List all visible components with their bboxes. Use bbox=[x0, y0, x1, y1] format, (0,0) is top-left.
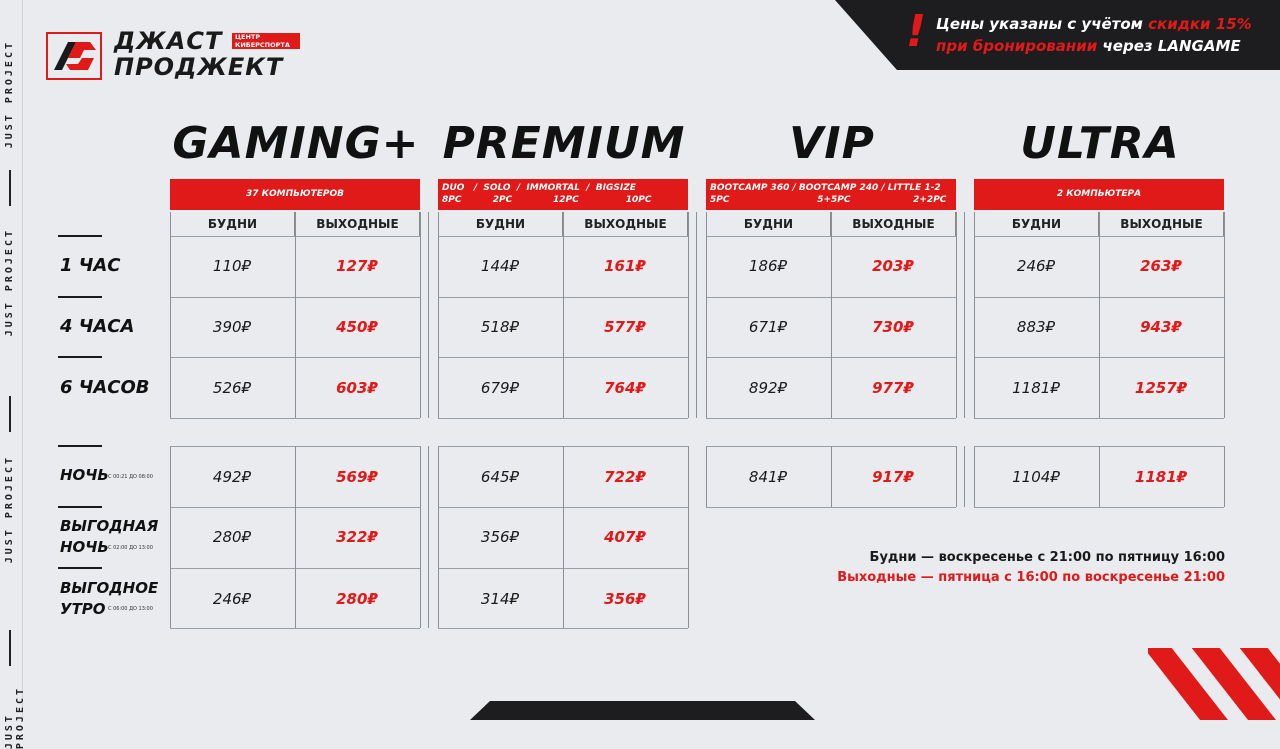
band-vip-counts: 5PC 5+5PC 2+2PC bbox=[710, 195, 947, 205]
grid-line bbox=[706, 418, 956, 419]
price-weekend: 977₽ bbox=[872, 379, 914, 397]
grid-line bbox=[438, 628, 688, 629]
grid-line bbox=[420, 446, 421, 628]
column-band-premium bbox=[438, 179, 688, 210]
price-weekday: 280₽ bbox=[212, 528, 252, 546]
price-weekday: 892₽ bbox=[748, 379, 788, 397]
price-weekend: 161₽ bbox=[604, 257, 646, 275]
row-label-6h: 6 ЧАСОВ bbox=[60, 377, 150, 398]
decor-footer-bar bbox=[470, 701, 815, 720]
price-weekend: 322₽ bbox=[336, 528, 378, 546]
side-divider bbox=[9, 170, 11, 206]
price-weekday: 1181₽ bbox=[1012, 379, 1060, 397]
price-weekday: 526₽ bbox=[212, 379, 252, 397]
price-weekend: 722₽ bbox=[604, 468, 646, 486]
price-weekday: 110₽ bbox=[212, 257, 252, 275]
price-weekend: 127₽ bbox=[336, 257, 378, 275]
grid-line bbox=[420, 212, 421, 418]
subheader-weekday: БУДНИ bbox=[170, 212, 295, 236]
subheader-weekday: БУДНИ bbox=[974, 212, 1099, 236]
price-weekend: 407₽ bbox=[604, 528, 646, 546]
exclamation-icon: ! bbox=[906, 6, 927, 57]
column-title-gaming: GAMING+ bbox=[172, 118, 420, 169]
price-weekday: 671₽ bbox=[748, 318, 788, 336]
grid-line bbox=[964, 446, 965, 507]
subheader-weekend: ВЫХОДНЫЕ bbox=[1099, 212, 1224, 236]
row-marker bbox=[58, 296, 102, 298]
grid-line bbox=[1224, 212, 1225, 418]
grid-line bbox=[706, 507, 956, 508]
logo-title-line1: ДЖАСТ bbox=[114, 27, 223, 55]
subheader-weekend: ВЫХОДНЫЕ bbox=[831, 212, 956, 236]
row-label-line: ВЫГОДНОЕ bbox=[60, 579, 159, 597]
side-label: JUST PROJECT bbox=[4, 40, 15, 149]
side-strip bbox=[0, 0, 26, 749]
price-weekend: 450₽ bbox=[336, 318, 378, 336]
price-weekend: 764₽ bbox=[604, 379, 646, 397]
column-title-premium: PREMIUM bbox=[442, 118, 686, 169]
grid-line bbox=[688, 212, 689, 418]
row-marker bbox=[58, 506, 102, 508]
price-weekday: 1104₽ bbox=[1012, 468, 1060, 486]
price-weekday: 144₽ bbox=[480, 257, 520, 275]
side-divider bbox=[9, 396, 11, 432]
price-weekend: 569₽ bbox=[336, 468, 378, 486]
grid-line bbox=[428, 446, 429, 628]
price-weekend: 1181₽ bbox=[1134, 468, 1188, 486]
legend-weekend: Выходные — пятница с 16:00 по воскресенье 21:00 bbox=[837, 570, 1225, 585]
grid-line bbox=[438, 418, 688, 419]
band-vip-zones: BOOTCAMP 360 / BOOTCAMP 240 / LITTLE 1-2 bbox=[710, 183, 941, 193]
price-weekend: 356₽ bbox=[604, 590, 646, 608]
price-weekday: 679₽ bbox=[480, 379, 520, 397]
price-weekday: 645₽ bbox=[480, 468, 520, 486]
discount-notice bbox=[835, 0, 1280, 70]
row-time-good-night: С 02:00 ДО 13:00 bbox=[108, 545, 153, 551]
notice-line-1: Цены указаны с учётом скидки 15% bbox=[936, 15, 1252, 33]
grid-line bbox=[964, 212, 965, 418]
grid-line bbox=[1224, 446, 1225, 507]
row-marker bbox=[58, 356, 102, 358]
side-label: JUST PROJECT bbox=[4, 228, 15, 337]
logo-badge: ЦЕНТР КИБЕРСПОРТА bbox=[232, 33, 300, 49]
row-label-good-morning bbox=[60, 578, 158, 620]
grid-line bbox=[688, 446, 689, 628]
side-label: JUST PROJECT bbox=[4, 455, 15, 564]
price-weekday: 883₽ bbox=[1016, 318, 1056, 336]
price-weekend: 1257₽ bbox=[1134, 379, 1188, 397]
price-weekend: 917₽ bbox=[872, 468, 914, 486]
column-title-vip: VIP bbox=[789, 118, 875, 169]
subheader-weekend: ВЫХОДНЫЕ bbox=[563, 212, 688, 236]
side-label: JUST PROJECT bbox=[4, 685, 26, 749]
price-weekend: 203₽ bbox=[872, 257, 914, 275]
price-weekday: 186₽ bbox=[748, 257, 788, 275]
logo-icon bbox=[46, 32, 102, 80]
row-marker bbox=[58, 445, 102, 447]
row-label-4h: 4 ЧАСА bbox=[60, 316, 135, 337]
price-weekday: 390₽ bbox=[212, 318, 252, 336]
grid-line bbox=[696, 212, 697, 418]
price-weekend: 280₽ bbox=[336, 590, 378, 608]
grid-line bbox=[428, 212, 429, 418]
row-time-good-morning: С 06:00 ДО 13:00 bbox=[108, 606, 153, 612]
price-weekend: 603₽ bbox=[336, 379, 378, 397]
price-weekday: 314₽ bbox=[480, 590, 520, 608]
row-label-line: УТРО bbox=[60, 600, 106, 618]
row-marker bbox=[58, 567, 102, 569]
subheader-weekday: БУДНИ bbox=[438, 212, 563, 236]
column-band-gaming: 37 КОМПЬЮТЕРОВ bbox=[170, 179, 420, 210]
logo-title-line2: ПРОДЖЕКТ bbox=[114, 53, 284, 81]
grid-line bbox=[974, 507, 1224, 508]
row-label-line: НОЧЬ bbox=[60, 538, 109, 556]
price-weekday: 246₽ bbox=[212, 590, 252, 608]
notice-line-2: при бронировании через LANGAME bbox=[936, 37, 1241, 55]
column-band-ultra: 2 КОМПЬЮТЕРА bbox=[974, 179, 1224, 210]
price-weekday: 492₽ bbox=[212, 468, 252, 486]
band-premium-zones: DUO / SOLO / IMMORTAL / BIGSIZE bbox=[442, 183, 636, 193]
price-weekend: 730₽ bbox=[872, 318, 914, 336]
grid-line bbox=[170, 418, 420, 419]
row-label-night: НОЧЬ bbox=[60, 466, 109, 484]
grid-line bbox=[956, 446, 957, 507]
price-weekday: 518₽ bbox=[480, 318, 520, 336]
price-weekend: 943₽ bbox=[1140, 318, 1182, 336]
price-weekday: 356₽ bbox=[480, 528, 520, 546]
price-weekday: 841₽ bbox=[748, 468, 788, 486]
grid-line bbox=[974, 418, 1224, 419]
decor-stripes bbox=[1148, 648, 1280, 720]
subheader-weekday: БУДНИ bbox=[706, 212, 831, 236]
subheader-weekend: ВЫХОДНЫЕ bbox=[295, 212, 420, 236]
column-title-ultra: ULTRA bbox=[1020, 118, 1180, 169]
row-label-line: ВЫГОДНАЯ bbox=[60, 517, 159, 535]
legend-weekday: Будни — воскресенье с 21:00 по пятницу 16:00 bbox=[869, 550, 1225, 565]
price-weekday: 246₽ bbox=[1016, 257, 1056, 275]
column-band-vip bbox=[706, 179, 956, 210]
side-divider bbox=[9, 630, 11, 666]
row-label-good-night bbox=[60, 516, 158, 558]
grid-line bbox=[956, 212, 957, 418]
band-premium-counts: 8PC 2PC 12PC 10PC bbox=[442, 195, 652, 205]
row-time-night: С 00:21 ДО 08:00 bbox=[108, 474, 153, 480]
row-label-1h: 1 ЧАС bbox=[60, 255, 121, 276]
grid-line bbox=[170, 628, 420, 629]
price-weekend: 577₽ bbox=[604, 318, 646, 336]
price-weekend: 263₽ bbox=[1140, 257, 1182, 275]
row-marker bbox=[58, 235, 102, 237]
